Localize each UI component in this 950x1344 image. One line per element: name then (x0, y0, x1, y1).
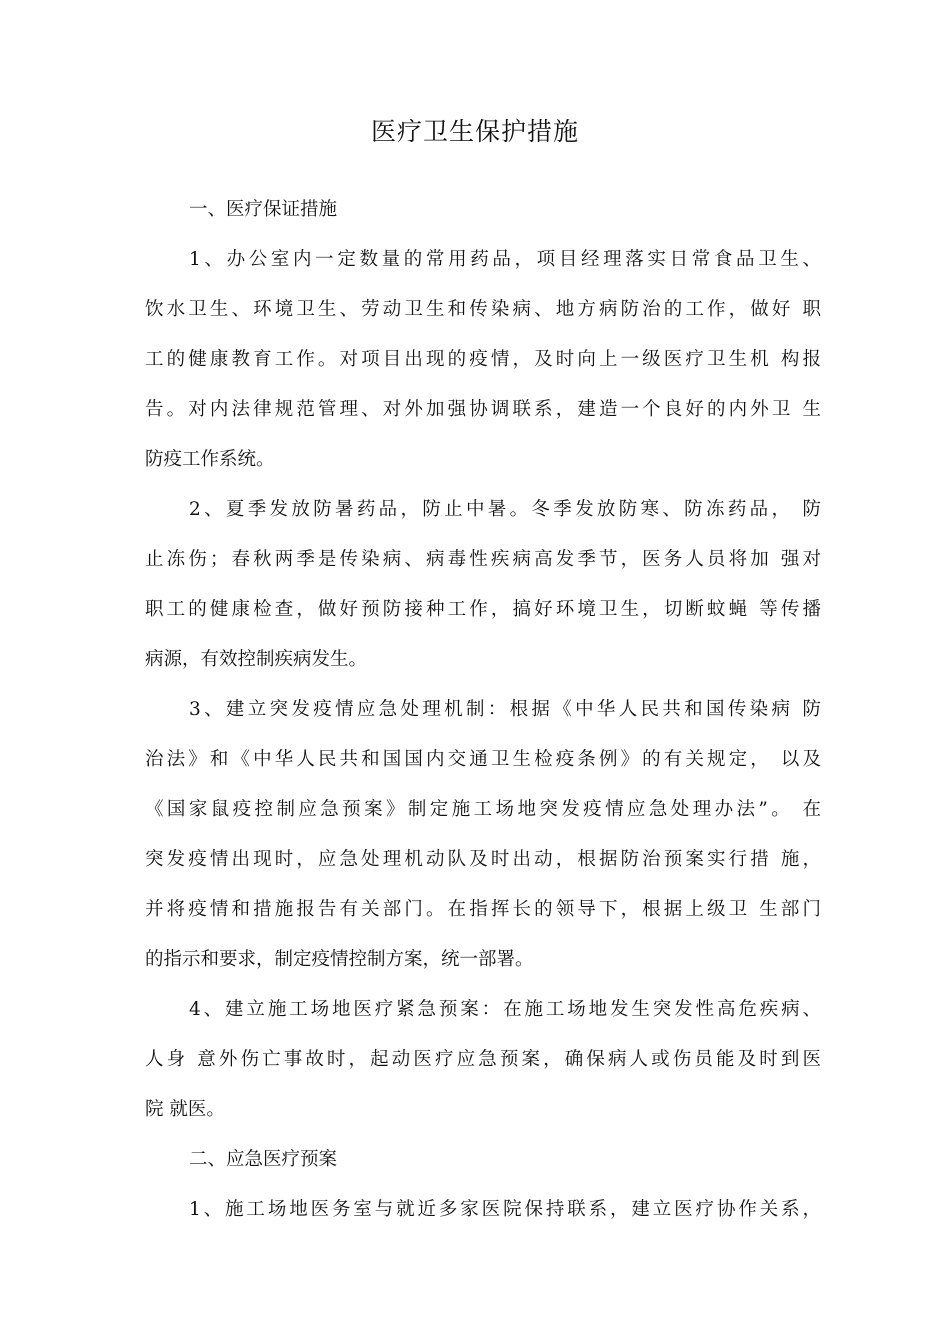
document-body (145, 185, 821, 1235)
paragraph-line: 突发疫情出现时，应急处理机动队及时出动，根据防治预案实行措 施， (145, 849, 821, 870)
paragraph-line: 《国家鼠疫控制应急预案》制定施工场地突发疫情应急处理办法”。 在 (145, 799, 821, 820)
paragraph-line: 饮水卫生、环境卫生、劳动卫生和传染病、地方病防治的工作，做好 职 (145, 299, 821, 320)
paragraph-line: 1、施工场地医务室与就近多家医院保持联系，建立医疗协作关系， (189, 1199, 821, 1220)
paragraph-5 (145, 1185, 821, 1235)
paragraph-line: 1、办公室内一定数量的常用药品，项目经理落实日常食品卫生、 (189, 249, 821, 270)
paragraph-line: 工的健康教育工作。对项目出现的疫情，及时向上一级医疗卫生机 构报 (145, 349, 821, 370)
paragraph-line: 病源，有效控制疾病发生。 (145, 649, 368, 670)
paragraph-line: 2、夏季发放防暑药品，防止中暑。冬季发放防寒、防冻药品， 防 (189, 499, 821, 520)
paragraph-line: 职工的健康检查，做好预防接种工作，搞好环境卫生，切断蚊蝇 等传播 (145, 599, 821, 620)
paragraph-2 (145, 485, 821, 685)
paragraph-line: 人身 意外伤亡事故时，起动医疗应急预案，确保病人或伤员能及时到医 (145, 1049, 821, 1070)
paragraph-1 (145, 235, 821, 485)
paragraph-4 (145, 985, 821, 1135)
paragraph-line: 的指示和要求，制定疫情控制方案，统一部署。 (145, 949, 534, 970)
paragraph-line: 3、建立突发疫情应急处理机制：根据《中华人民共和国传染病 防 (189, 699, 821, 720)
paragraph-line: 院 就医。 (145, 1099, 225, 1120)
paragraph-line: 止冻伤；春秋两季是传染病、病毒性疾病高发季节，医务人员将加 强对 (145, 549, 821, 570)
paragraph-line: 治法》和《中华人民共和国国内交通卫生检疫条例》的有关规定， 以及 (145, 749, 821, 770)
paragraph-line: 防疫工作系统。 (145, 449, 275, 470)
paragraph-line: 并将疫情和措施报告有关部门。在指挥长的领导下，根据上级卫 生部门 (145, 899, 821, 920)
document-title: 医疗卫生保护措施 (370, 117, 579, 146)
paragraph-line: 4、建立施工场地医疗紧急预案：在施工场地发生突发性高危疾病、 (189, 999, 821, 1020)
section-heading-2: 二、应急医疗预案 (189, 1149, 338, 1170)
section-heading-1: 一、医疗保证措施 (189, 199, 338, 220)
paragraph-line: 告。对内法律规范管理、对外加强协调联系，建造一个良好的内外卫 生 (145, 399, 821, 420)
paragraph-3 (145, 685, 821, 985)
